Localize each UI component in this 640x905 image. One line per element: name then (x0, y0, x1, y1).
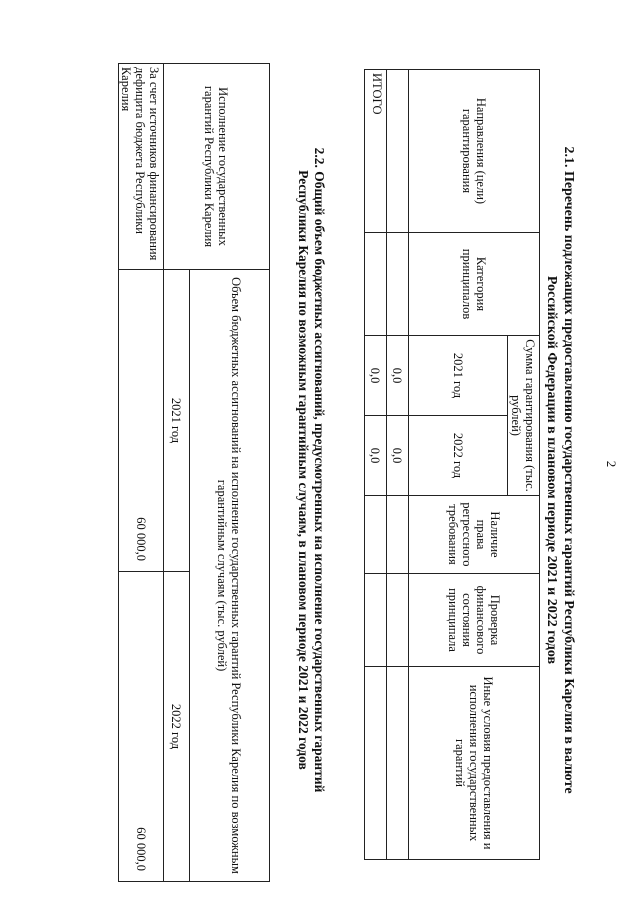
cell-2021: 0,0 (365, 336, 387, 416)
section1-subtitle: Российской Федерации в плановом периоде 2021 и 2022 годов (544, 275, 559, 665)
cell-2022: 0,0 (365, 416, 387, 496)
section1-heading (543, 60, 577, 880)
header-volume: Объем бюджетных ассигнований на исполнение государственных гарантий Республики Карелия по возможным гарантийным случаям (тыс. рублей) (190, 270, 270, 882)
cell-2021: 60 000,0 (119, 270, 164, 572)
header-year-2021: 2021 год (164, 270, 190, 572)
cell-2022: 60 000,0 (119, 572, 164, 882)
cell-2022: 0,0 (387, 416, 409, 496)
cell-other (365, 667, 387, 860)
header-direction: Направления (цели) гарантирования (409, 70, 540, 233)
header-year-2022: 2022 год (409, 416, 508, 496)
guarantees-table (364, 69, 540, 860)
header-regress: Наличие права регрессного требования (409, 496, 540, 574)
cell-2021: 0,0 (387, 336, 409, 416)
section1-title: 2.1. Перечень подлежащих предоставлению государственных гарантий Республики Карелия в валюте (561, 146, 576, 794)
section2-subtitle: Республики Карелия по возможным гарантийным случаям, в плановом периоде 2021 и 2022 годов (296, 170, 311, 770)
table-row-total (365, 70, 387, 860)
table-row (119, 64, 164, 882)
cell-total-label: ИТОГО (365, 70, 387, 233)
budget-allocations-table (118, 63, 270, 882)
header-other: Иные условия предоставления и исполнения государственных гарантий (409, 667, 540, 860)
cell-category (387, 233, 409, 336)
table2-header-row (190, 64, 270, 882)
table1-header-row (508, 70, 540, 860)
cell-check (365, 574, 387, 667)
section2-title: 2.2. Общий объем бюджетных ассигнований, предусмотренных на исполнение государственных гарантий (312, 147, 327, 793)
cell-other (387, 667, 409, 860)
header-year-2022: 2022 год (164, 572, 190, 882)
header-year-2021: 2021 год (409, 336, 508, 416)
header-sum: Сумма гарантирования (тыс. рублей) (508, 336, 540, 496)
cell-direction (387, 70, 409, 233)
cell-check (387, 574, 409, 667)
cell-source-label: За счет источников финансирования дефицита бюджета Республики Карелия (119, 64, 164, 270)
table-row (387, 70, 409, 860)
header-category: Категория принципалов (409, 233, 540, 336)
cell-regress (365, 496, 387, 574)
page-number: 2 (604, 460, 619, 468)
header-check: Проверка финансового состояния принципала (409, 574, 540, 667)
cell-regress (387, 496, 409, 574)
section2-heading (295, 60, 327, 880)
header-execution: Исполнение государственных гарантий Республики Карелия (164, 64, 270, 270)
cell-category (365, 233, 387, 336)
